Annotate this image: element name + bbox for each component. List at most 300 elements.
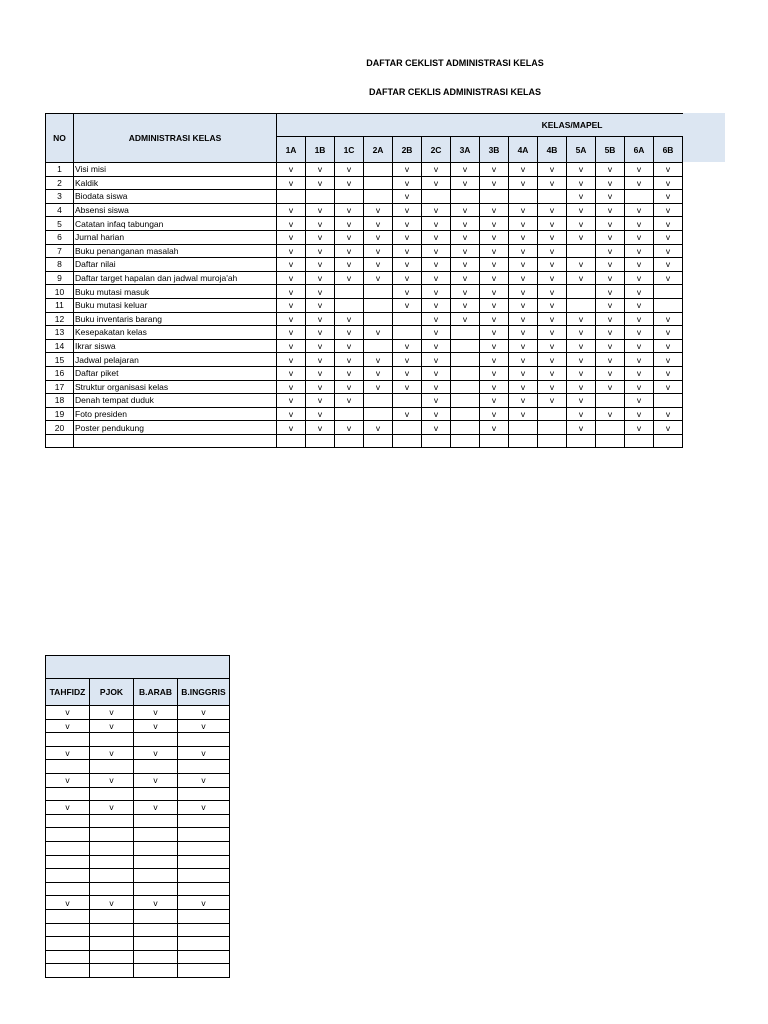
check-cell: v: [538, 312, 567, 326]
check-cell: v: [567, 380, 596, 394]
check-cell: [90, 841, 134, 855]
check-cell: [178, 909, 230, 923]
check-cell: v: [335, 353, 364, 367]
check-cell: [306, 190, 335, 204]
check-cell: v: [596, 380, 625, 394]
check-cell: v: [335, 271, 364, 285]
check-cell: v: [335, 380, 364, 394]
check-cell: v: [364, 326, 393, 340]
empty-cell: [364, 434, 393, 448]
check-cell: [596, 394, 625, 408]
check-cell: v: [480, 353, 509, 367]
empty-cell: [596, 434, 625, 448]
check-cell: v: [451, 312, 480, 326]
check-cell: [625, 190, 654, 204]
check-cell: [134, 841, 178, 855]
row-number: 8: [46, 258, 74, 272]
check-cell: v: [654, 258, 683, 272]
check-cell: v: [90, 801, 134, 815]
check-cell: v: [625, 217, 654, 231]
check-cell: v: [654, 163, 683, 177]
check-cell: [451, 394, 480, 408]
check-cell: v: [509, 366, 538, 380]
class-header-cell: 6A: [625, 137, 654, 163]
row-number: 16: [46, 366, 74, 380]
check-cell: v: [480, 230, 509, 244]
check-cell: v: [277, 176, 306, 190]
table-row: [46, 366, 683, 380]
check-cell: [451, 339, 480, 353]
check-cell: v: [480, 326, 509, 340]
check-cell: [90, 909, 134, 923]
check-cell: v: [393, 298, 422, 312]
check-cell: v: [451, 271, 480, 285]
check-cell: [364, 190, 393, 204]
check-cell: v: [178, 719, 230, 733]
check-cell: [134, 909, 178, 923]
check-cell: v: [393, 339, 422, 353]
check-cell: v: [509, 258, 538, 272]
row-item: Buku inventaris barang: [74, 312, 277, 326]
table-row: [46, 706, 230, 720]
row-number: 5: [46, 217, 74, 231]
check-cell: v: [480, 407, 509, 421]
check-cell: v: [306, 326, 335, 340]
check-cell: v: [625, 271, 654, 285]
check-cell: v: [567, 394, 596, 408]
check-cell: [134, 733, 178, 747]
table-row: [46, 339, 683, 353]
check-cell: v: [625, 394, 654, 408]
class-header-cell: 2A: [364, 137, 393, 163]
check-cell: v: [393, 407, 422, 421]
check-cell: [46, 909, 90, 923]
check-cell: v: [422, 339, 451, 353]
check-cell: [178, 841, 230, 855]
table-row: [46, 380, 683, 394]
row-item: Daftar target hapalan dan jadwal muroja'ah: [74, 271, 277, 285]
check-cell: v: [480, 163, 509, 177]
check-cell: v: [596, 271, 625, 285]
check-cell: v: [335, 394, 364, 408]
check-cell: v: [654, 176, 683, 190]
check-cell: [654, 298, 683, 312]
check-cell: v: [596, 285, 625, 299]
check-cell: v: [596, 163, 625, 177]
check-cell: v: [422, 407, 451, 421]
check-cell: [46, 950, 90, 964]
check-cell: [335, 285, 364, 299]
check-cell: [46, 733, 90, 747]
table-row: [46, 937, 230, 951]
check-cell: v: [596, 339, 625, 353]
row-number: 4: [46, 203, 74, 217]
row-item: Daftar piket: [74, 366, 277, 380]
table-row: [46, 230, 683, 244]
check-cell: [46, 787, 90, 801]
check-cell: [364, 339, 393, 353]
check-cell: v: [422, 244, 451, 258]
check-cell: v: [480, 312, 509, 326]
row-number: 11: [46, 298, 74, 312]
check-cell: v: [625, 407, 654, 421]
table-row: [46, 787, 230, 801]
check-cell: v: [596, 217, 625, 231]
check-cell: v: [567, 421, 596, 435]
check-cell: v: [134, 773, 178, 787]
check-cell: v: [596, 258, 625, 272]
check-cell: v: [277, 366, 306, 380]
table-row: [46, 190, 683, 204]
table-row: [46, 258, 683, 272]
check-cell: v: [538, 203, 567, 217]
check-cell: [422, 190, 451, 204]
check-cell: [90, 828, 134, 842]
check-cell: v: [480, 298, 509, 312]
check-cell: v: [625, 163, 654, 177]
check-cell: [134, 787, 178, 801]
check-cell: v: [480, 203, 509, 217]
check-cell: [451, 366, 480, 380]
empty-cell: [74, 434, 277, 448]
table-row: [46, 719, 230, 733]
check-cell: v: [335, 421, 364, 435]
check-cell: v: [90, 896, 134, 910]
empty-cell: [654, 434, 683, 448]
row-item: Jurnal harian: [74, 230, 277, 244]
row-number: 15: [46, 353, 74, 367]
check-cell: [178, 964, 230, 978]
check-cell: v: [596, 190, 625, 204]
check-cell: v: [277, 326, 306, 340]
check-cell: [90, 937, 134, 951]
check-cell: [654, 394, 683, 408]
check-cell: v: [277, 312, 306, 326]
empty-cell: [538, 434, 567, 448]
check-cell: v: [567, 258, 596, 272]
table-row: [46, 773, 230, 787]
check-cell: [134, 882, 178, 896]
check-cell: [178, 950, 230, 964]
table-row: [46, 964, 230, 978]
check-cell: v: [277, 203, 306, 217]
row-item: Foto presiden: [74, 407, 277, 421]
check-cell: v: [625, 298, 654, 312]
check-cell: v: [90, 746, 134, 760]
check-cell: [509, 190, 538, 204]
check-cell: [178, 828, 230, 842]
check-cell: v: [480, 339, 509, 353]
check-cell: [335, 407, 364, 421]
check-cell: v: [509, 203, 538, 217]
check-cell: v: [567, 366, 596, 380]
check-cell: [335, 190, 364, 204]
check-cell: [178, 882, 230, 896]
check-cell: v: [90, 719, 134, 733]
check-cell: v: [364, 353, 393, 367]
table-row-empty: [46, 434, 683, 448]
empty-cell: [625, 434, 654, 448]
check-cell: v: [306, 163, 335, 177]
check-cell: v: [480, 421, 509, 435]
table-row: [46, 909, 230, 923]
check-cell: [134, 869, 178, 883]
row-number: 19: [46, 407, 74, 421]
check-cell: v: [277, 163, 306, 177]
page-subtitle: DAFTAR CEKLIS ADMINISTRASI KELAS: [369, 87, 541, 97]
check-cell: [46, 882, 90, 896]
check-cell: v: [178, 773, 230, 787]
check-cell: v: [654, 217, 683, 231]
check-cell: v: [596, 230, 625, 244]
check-cell: v: [567, 312, 596, 326]
class-header-cell: 1B: [306, 137, 335, 163]
check-cell: v: [306, 421, 335, 435]
check-cell: v: [364, 203, 393, 217]
empty-cell: [422, 434, 451, 448]
check-cell: v: [480, 176, 509, 190]
check-cell: v: [451, 176, 480, 190]
check-cell: [178, 760, 230, 774]
check-cell: v: [277, 271, 306, 285]
check-cell: v: [393, 285, 422, 299]
header-administrasi: ADMINISTRASI KELAS: [74, 114, 277, 163]
check-cell: v: [90, 706, 134, 720]
check-cell: [90, 882, 134, 896]
class-header-cell: 2B: [393, 137, 422, 163]
check-cell: v: [46, 746, 90, 760]
row-item: Visi misi: [74, 163, 277, 177]
check-cell: v: [364, 230, 393, 244]
check-cell: [46, 923, 90, 937]
check-cell: [46, 855, 90, 869]
check-cell: v: [134, 719, 178, 733]
check-cell: v: [480, 285, 509, 299]
table-row: [46, 746, 230, 760]
check-cell: v: [277, 407, 306, 421]
table-row: [46, 312, 683, 326]
check-cell: v: [654, 190, 683, 204]
check-cell: v: [567, 203, 596, 217]
table-row: [46, 421, 683, 435]
check-cell: [134, 814, 178, 828]
check-cell: v: [625, 230, 654, 244]
empty-cell: [46, 434, 74, 448]
check-cell: v: [422, 380, 451, 394]
check-cell: v: [393, 203, 422, 217]
check-cell: v: [277, 230, 306, 244]
check-cell: v: [277, 380, 306, 394]
check-cell: v: [538, 163, 567, 177]
check-cell: v: [509, 394, 538, 408]
table-row: [46, 950, 230, 964]
row-number: 7: [46, 244, 74, 258]
check-cell: v: [46, 801, 90, 815]
check-cell: v: [509, 244, 538, 258]
check-cell: v: [393, 258, 422, 272]
check-cell: v: [306, 298, 335, 312]
row-item: Denah tempat duduk: [74, 394, 277, 408]
checklist-table: [45, 113, 683, 448]
check-cell: v: [335, 366, 364, 380]
check-cell: [134, 760, 178, 774]
check-cell: [364, 312, 393, 326]
check-cell: v: [625, 285, 654, 299]
table-row: [46, 271, 683, 285]
check-cell: v: [654, 353, 683, 367]
check-cell: [90, 869, 134, 883]
check-cell: [178, 814, 230, 828]
check-cell: v: [277, 339, 306, 353]
check-cell: v: [306, 353, 335, 367]
check-cell: v: [306, 339, 335, 353]
check-cell: v: [393, 217, 422, 231]
check-cell: v: [567, 339, 596, 353]
check-cell: [134, 828, 178, 842]
check-cell: v: [509, 380, 538, 394]
check-cell: v: [422, 271, 451, 285]
check-cell: [46, 814, 90, 828]
subject-header-cell: B.ARAB: [134, 679, 178, 706]
check-cell: v: [393, 163, 422, 177]
row-item: Ikrar siswa: [74, 339, 277, 353]
check-cell: v: [335, 244, 364, 258]
check-cell: v: [306, 407, 335, 421]
check-cell: [90, 923, 134, 937]
empty-cell: [277, 434, 306, 448]
check-cell: v: [567, 230, 596, 244]
table-row: [46, 733, 230, 747]
check-cell: v: [625, 380, 654, 394]
check-cell: v: [596, 326, 625, 340]
check-cell: v: [364, 421, 393, 435]
check-cell: v: [422, 217, 451, 231]
check-cell: v: [46, 896, 90, 910]
check-cell: v: [654, 339, 683, 353]
check-cell: v: [538, 326, 567, 340]
check-cell: [90, 855, 134, 869]
row-item: Buku mutasi keluar: [74, 298, 277, 312]
class-header-cell: 5A: [567, 137, 596, 163]
check-cell: v: [538, 353, 567, 367]
check-cell: [364, 407, 393, 421]
check-cell: [538, 407, 567, 421]
check-cell: v: [567, 271, 596, 285]
check-cell: v: [480, 366, 509, 380]
check-cell: [451, 380, 480, 394]
table-row: [46, 285, 683, 299]
check-cell: [451, 326, 480, 340]
check-cell: v: [509, 298, 538, 312]
row-number: 3: [46, 190, 74, 204]
class-header-cell: 4A: [509, 137, 538, 163]
check-cell: [393, 394, 422, 408]
check-cell: v: [538, 380, 567, 394]
check-cell: [567, 298, 596, 312]
check-cell: v: [509, 312, 538, 326]
check-cell: v: [364, 366, 393, 380]
check-cell: v: [393, 176, 422, 190]
check-cell: v: [335, 258, 364, 272]
check-cell: [178, 855, 230, 869]
row-number: 1: [46, 163, 74, 177]
check-cell: [451, 407, 480, 421]
empty-cell: [509, 434, 538, 448]
check-cell: v: [178, 896, 230, 910]
check-cell: [451, 190, 480, 204]
check-cell: v: [625, 312, 654, 326]
row-item: Jadwal pelajaran: [74, 353, 277, 367]
header-kelas-mapel: KELAS/MAPEL: [277, 114, 683, 137]
table-row: [46, 855, 230, 869]
check-cell: v: [306, 285, 335, 299]
check-cell: v: [567, 163, 596, 177]
check-cell: [134, 964, 178, 978]
class-header-cell: 5B: [596, 137, 625, 163]
row-item: Buku mutasi masuk: [74, 285, 277, 299]
check-cell: [46, 869, 90, 883]
check-cell: v: [277, 285, 306, 299]
check-cell: [134, 937, 178, 951]
check-cell: v: [509, 230, 538, 244]
check-cell: [480, 190, 509, 204]
check-cell: v: [654, 421, 683, 435]
class-header-cell: 1C: [335, 137, 364, 163]
table-row: [46, 814, 230, 828]
check-cell: v: [567, 176, 596, 190]
class-header-cell: 3A: [451, 137, 480, 163]
row-item: Kaldik: [74, 176, 277, 190]
row-number: 14: [46, 339, 74, 353]
check-cell: v: [509, 339, 538, 353]
check-cell: v: [538, 339, 567, 353]
check-cell: v: [654, 380, 683, 394]
check-cell: v: [306, 217, 335, 231]
check-cell: v: [480, 394, 509, 408]
check-cell: v: [364, 217, 393, 231]
check-cell: v: [306, 230, 335, 244]
row-item: Buku penanganan masalah: [74, 244, 277, 258]
check-cell: v: [46, 719, 90, 733]
check-cell: [509, 421, 538, 435]
check-cell: v: [596, 298, 625, 312]
check-cell: [90, 814, 134, 828]
check-cell: v: [538, 298, 567, 312]
table-row: [46, 882, 230, 896]
check-cell: v: [625, 366, 654, 380]
check-cell: v: [567, 353, 596, 367]
check-cell: v: [625, 339, 654, 353]
row-item: Biodata siswa: [74, 190, 277, 204]
subject-body: [46, 706, 230, 978]
check-cell: v: [393, 353, 422, 367]
check-cell: v: [538, 217, 567, 231]
subject-header-row: [46, 679, 230, 706]
empty-cell: [335, 434, 364, 448]
check-cell: [46, 964, 90, 978]
check-cell: v: [509, 285, 538, 299]
check-cell: v: [509, 271, 538, 285]
row-item: Poster pendukung: [74, 421, 277, 435]
check-cell: v: [335, 176, 364, 190]
check-cell: v: [596, 312, 625, 326]
table-row: [46, 394, 683, 408]
check-cell: v: [538, 176, 567, 190]
check-cell: [178, 733, 230, 747]
table-row: [46, 760, 230, 774]
check-cell: v: [538, 366, 567, 380]
check-cell: v: [393, 244, 422, 258]
